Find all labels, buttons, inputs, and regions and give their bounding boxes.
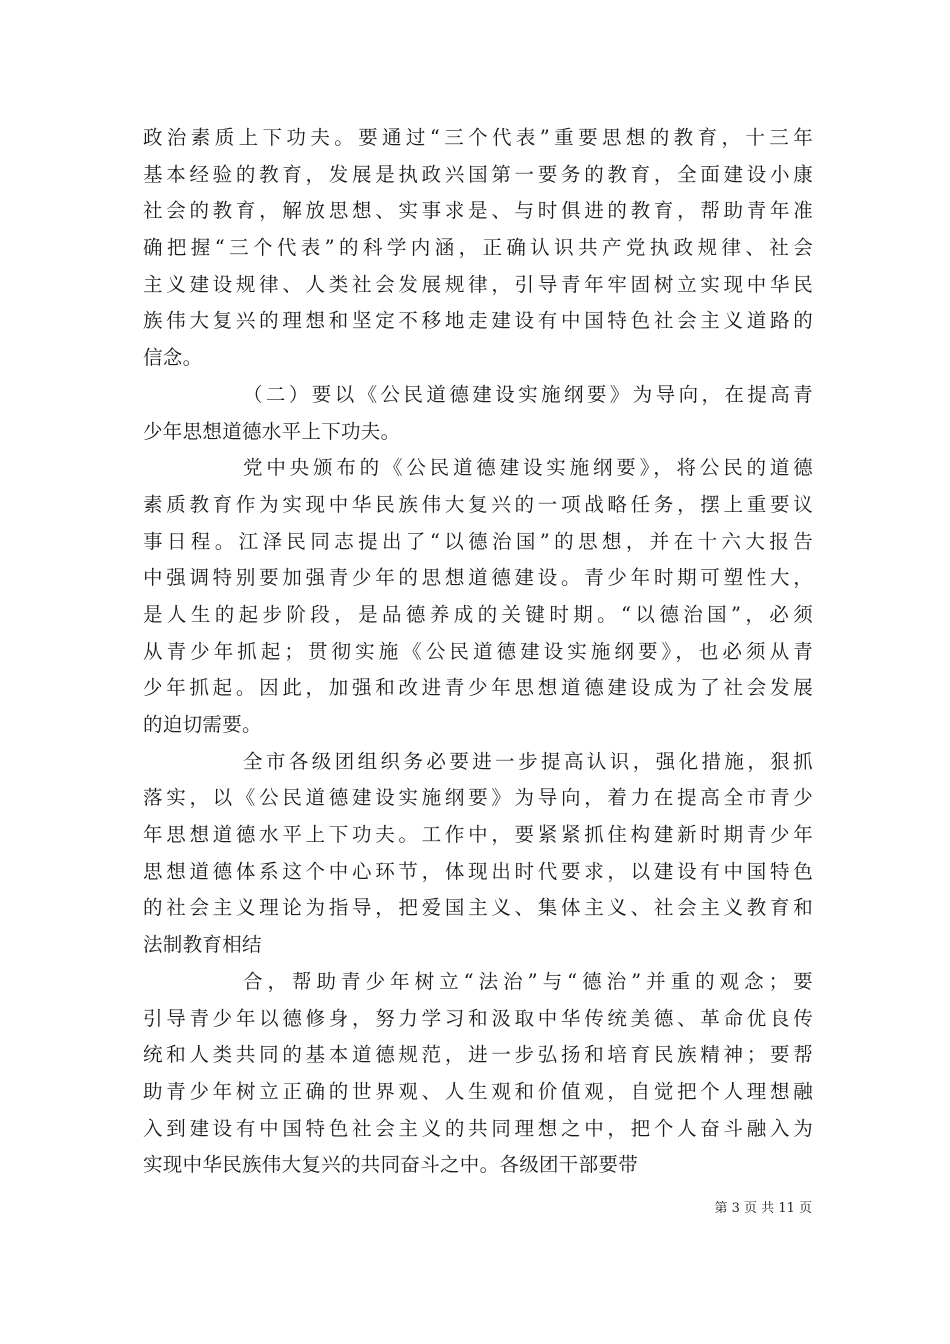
text-line: 少年抓起。因此，加强和改进青少年思想道德建设成为了社会发展 — [143, 676, 813, 700]
text-line: 从青少年抓起；贯彻实施《公民道德建设实施纲要》，也必须从青 — [143, 639, 813, 663]
text-line: 法制教育相结 — [143, 933, 262, 957]
text-line: 助青少年树立正确的世界观、人生观和价值观，自觉把个人理想融 — [143, 1079, 813, 1103]
text-line: 确把握“三个代表”的科学内涵，正确认识共产党执政规律、社会 — [143, 236, 813, 260]
text-line: 入到建设有中国特色社会主义的共同理想之中，把个人奋斗融入为 — [143, 1116, 813, 1140]
text-line: 的社会主义理论为指导，把爱国主义、集体主义、社会主义教育和 — [143, 896, 813, 920]
text-line: 素质教育作为实现中华民族伟大复兴的一项战略任务，摆上重要议 — [143, 492, 813, 516]
text-line: 思想道德体系这个中心环节，体现出时代要求，以建设有中国特色 — [143, 859, 813, 883]
text-line: 是人生的起步阶段，是品德养成的关键时期。“以德治国”，必须 — [143, 602, 813, 626]
text-line: 主义建设规律、人类社会发展规律，引导青年牢固树立实现中华民 — [143, 272, 813, 296]
text-line: 实现中华民族伟大复兴的共同奋斗之中。各级团干部要带 — [143, 1153, 639, 1177]
text-line: 信念。 — [143, 346, 203, 370]
text-line: 年思想道德水平上下功夫。工作中，要紧紧抓住构建新时期青少年 — [143, 823, 813, 847]
body-text — [143, 120, 813, 1184]
text-line: 族伟大复兴的理想和坚定不移地走建设有中国特色社会主义道路的 — [143, 309, 813, 333]
text-line: 事日程。江泽民同志提出了“以德治国”的思想，并在十六大报告 — [143, 529, 813, 553]
text-line: 中强调特别要加强青少年的思想道德建设。青少年时期可塑性大， — [143, 566, 813, 590]
text-line: 落实，以《公民道德建设实施纲要》为导向，着力在提高全市青少 — [143, 786, 813, 810]
text-line: 党中央颁布的《公民道德建设实施纲要》，将公民的道德 — [243, 456, 813, 480]
text-line: 的迫切需要。 — [143, 713, 262, 736]
section-heading-line: （二）要以《公民道德建设实施纲要》为导向，在提高青 — [243, 382, 813, 406]
page-number: 第 3 页 共 11 页 — [714, 1201, 812, 1216]
text-line: 政治素质上下功夫。要通过“三个代表”重要思想的教育，十三年 — [143, 126, 813, 149]
section-heading-line: 少年思想道德水平上下功夫。 — [143, 419, 401, 443]
text-line: 统和人类共同的基本道德规范，进一步弘扬和培育民族精神；要帮 — [143, 1043, 813, 1067]
text-line: 基本经验的教育，发展是执政兴国第一要务的教育，全面建设小康 — [143, 162, 813, 186]
text-line: 引导青少年以德修身，努力学习和汲取中华传统美德、革命优良传 — [143, 1006, 813, 1030]
text-line: 合，帮助青少年树立“法治”与“德治”并重的观念；要 — [243, 969, 813, 993]
text-line: 社会的教育，解放思想、实事求是、与时俱进的教育，帮助青年准 — [143, 199, 813, 223]
text-line: 全市各级团组织务必要进一步提高认识，强化措施，狠抓 — [243, 749, 813, 773]
